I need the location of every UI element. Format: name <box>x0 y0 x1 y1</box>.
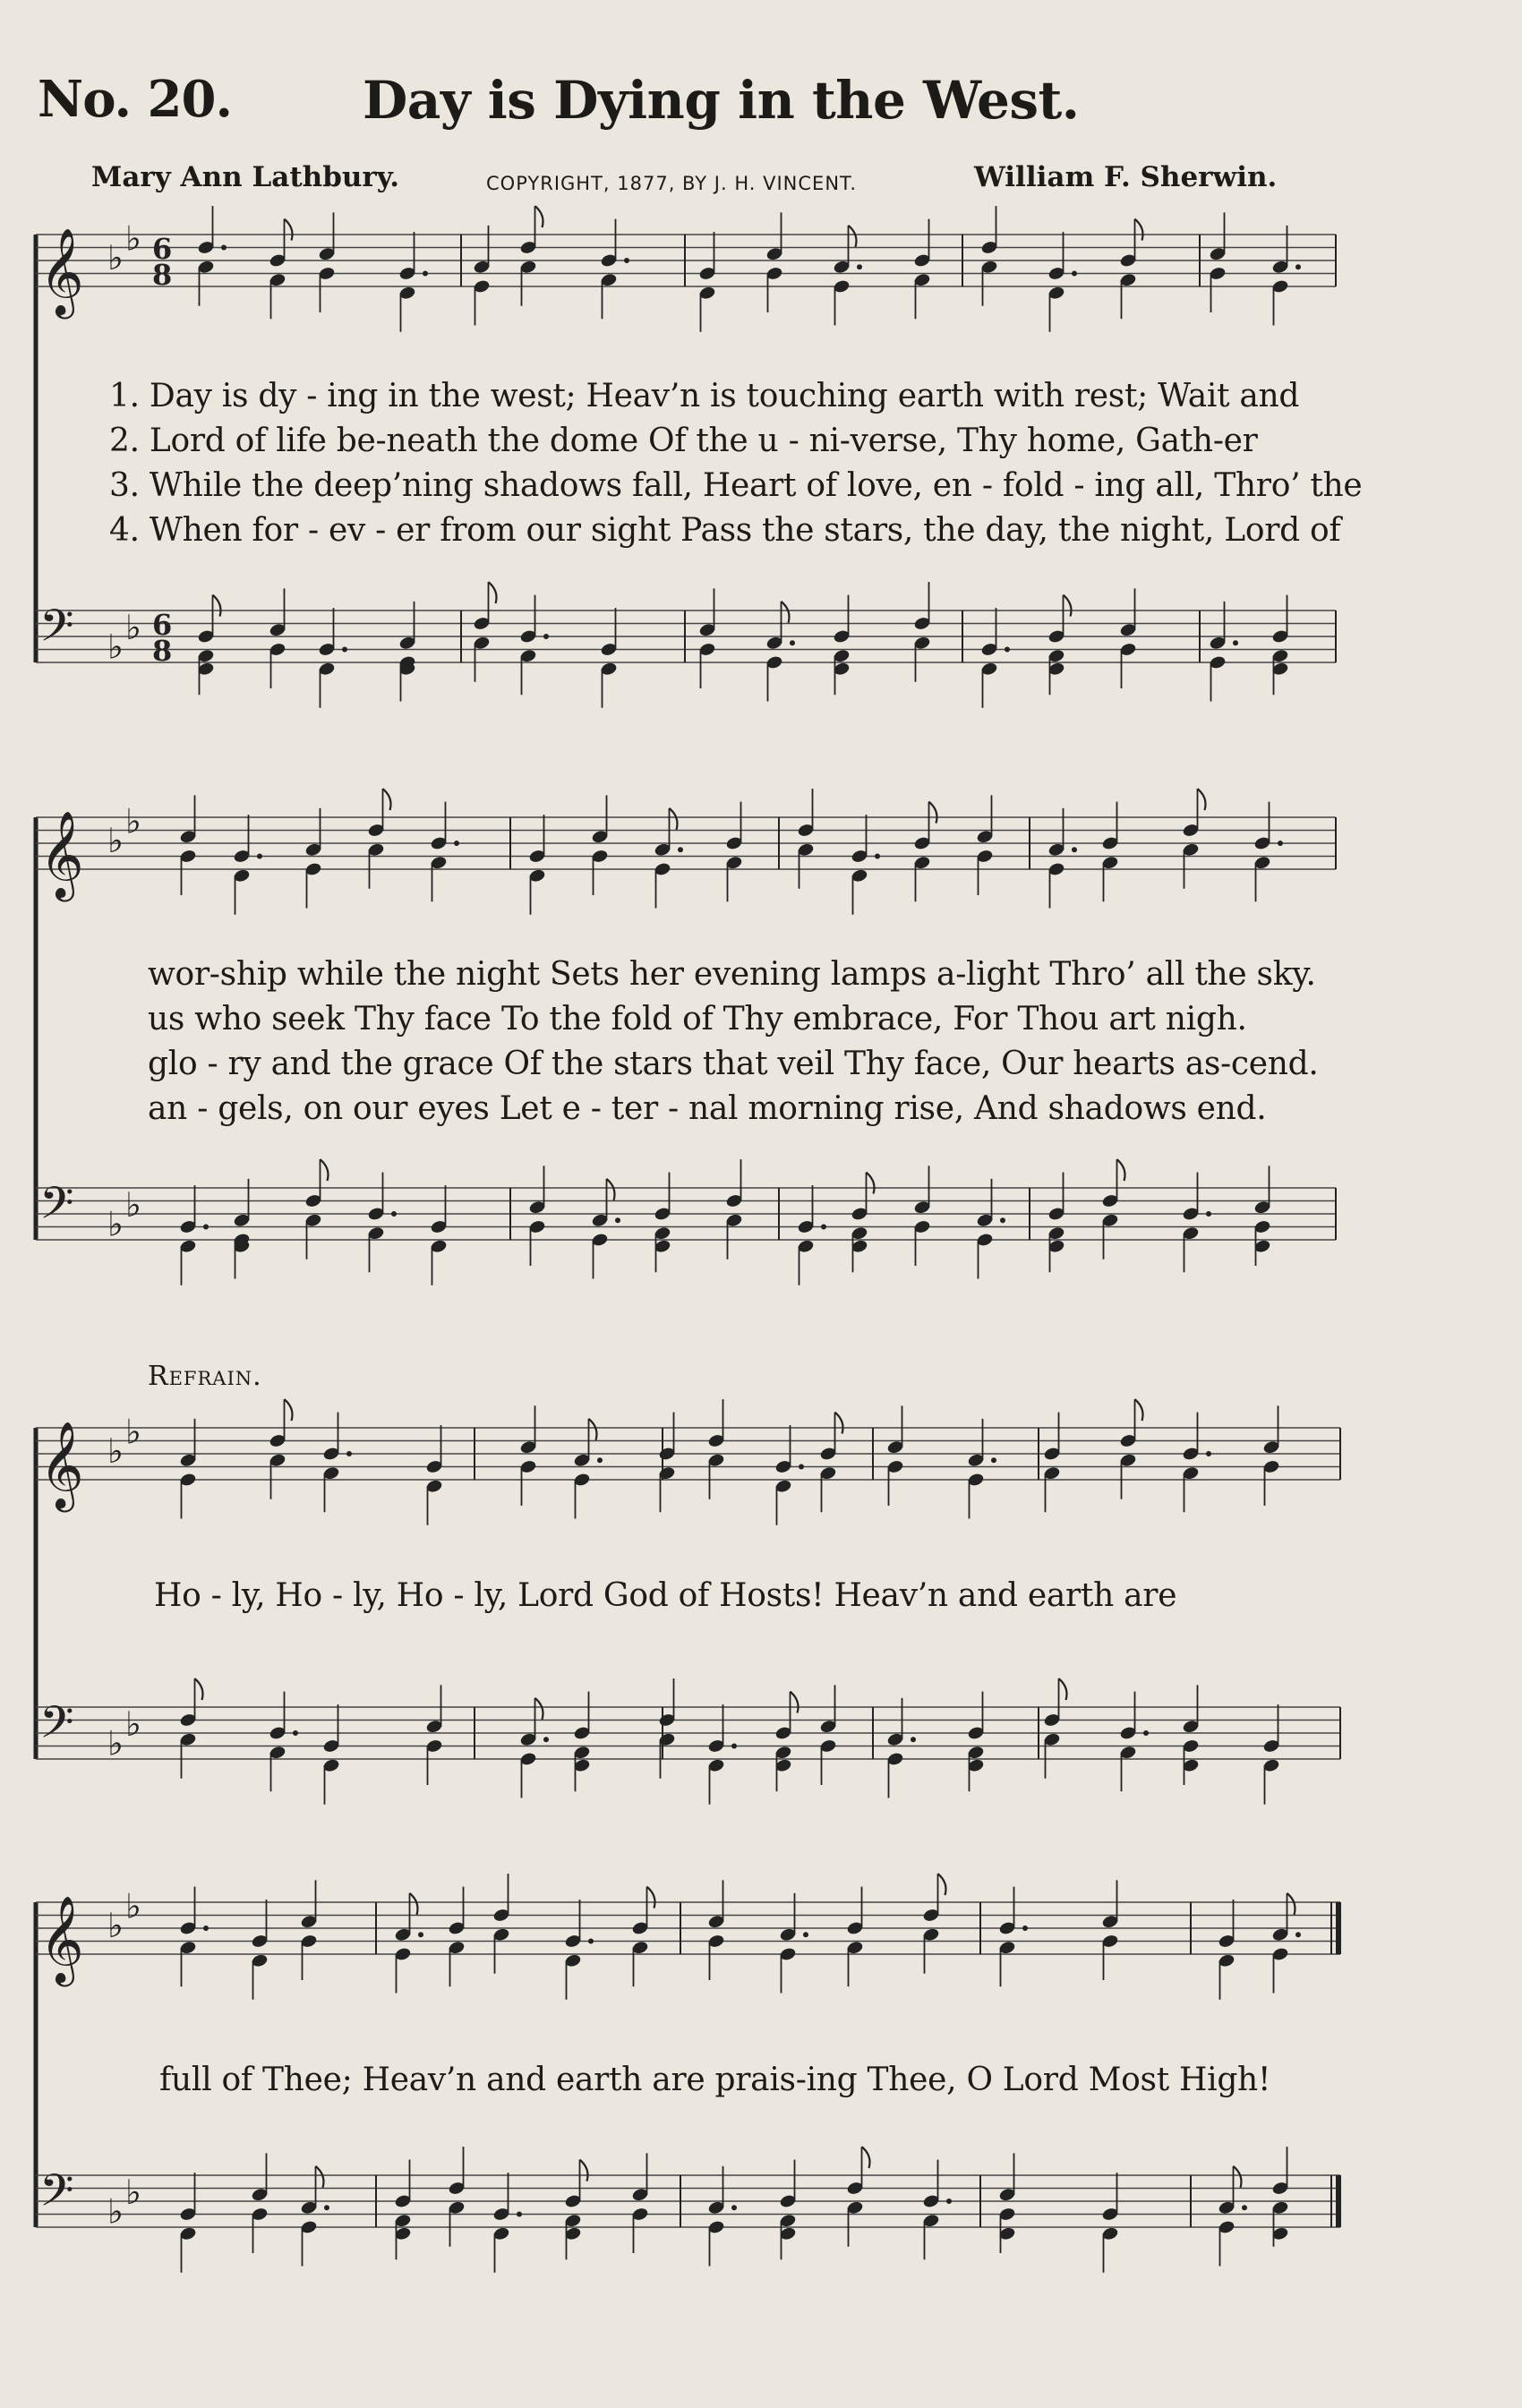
note-flag <box>791 1692 799 1713</box>
note-dot <box>203 1926 209 1931</box>
note-flag <box>1234 2166 1242 2188</box>
note-dot <box>543 634 549 639</box>
note-dot <box>1000 1217 1005 1223</box>
composer-credit: William F. Sherwin. <box>974 161 1278 193</box>
note-dot <box>875 854 880 859</box>
verse-1-line-2: wor-ship while the night Sets her evening lamps a-light Thro’ all the sky. <box>148 956 1316 993</box>
flat-icon: ♭ <box>125 1184 141 1225</box>
note-dot <box>597 1457 603 1463</box>
note-dot <box>624 258 629 263</box>
note-dot <box>257 854 262 859</box>
bass-clef-icon: 𝄢 <box>39 2165 74 2228</box>
note-dot <box>1278 841 1283 846</box>
treble-clef-icon: 𝄞 <box>39 810 84 898</box>
note-flag <box>316 2166 324 2188</box>
verse-1-line-1: 1. Day is dy - ing in the west; Heav’n is touching earth with rest; Wait and <box>109 378 1300 414</box>
flat-icon: ♭ <box>125 2172 141 2212</box>
note-dot <box>731 2205 737 2210</box>
note-dot <box>678 847 683 852</box>
flat-icon: ♭ <box>107 1723 124 1763</box>
bass-clef-icon: 𝄢 <box>39 600 74 663</box>
hymn-title: Day is Dying in the West. <box>363 70 1080 131</box>
note-dot <box>615 1217 620 1223</box>
note-dot <box>1072 271 1077 277</box>
note-flag <box>285 1399 293 1421</box>
note-dot <box>1206 1451 1211 1456</box>
verse-2-line-2: us who seek Thy face To the fold of Thy embrace, For Thou art nigh. <box>148 1001 1247 1037</box>
note-dot <box>991 1457 996 1463</box>
note-flag <box>1198 789 1206 810</box>
flat-icon: ♭ <box>125 1886 141 1926</box>
note-dot <box>1242 2205 1247 2210</box>
note-flag <box>285 219 293 241</box>
flat-icon: ♭ <box>125 1412 141 1452</box>
flat-icon: ♭ <box>107 627 124 667</box>
note-flag <box>607 1179 615 1200</box>
note-dot <box>423 271 428 277</box>
note-dot <box>346 1451 352 1456</box>
note-dot <box>391 1211 397 1217</box>
note-flag <box>535 206 543 227</box>
verse-4-line-1: 4. When for - ev - er from our sight Pass the stars, the day, the night, Lord of <box>109 512 1341 549</box>
flat-icon: ♭ <box>107 1906 124 1945</box>
time-signature-top: 6 <box>152 608 173 642</box>
note-flag <box>1117 1159 1125 1181</box>
note-flag <box>195 1678 203 1700</box>
time-signature-bottom: 8 <box>152 258 173 292</box>
note-dot <box>857 264 862 269</box>
note-dot <box>203 1225 209 1230</box>
note-flag <box>489 582 497 603</box>
note-flag <box>213 595 221 617</box>
note-dot <box>1295 1932 1301 1937</box>
note-dot <box>517 2212 522 2217</box>
note-dot <box>790 640 795 645</box>
note-flag <box>938 1874 946 1895</box>
time-signature-top: 6 <box>152 232 173 266</box>
note-dot <box>731 1744 737 1749</box>
note-dot <box>1005 647 1010 653</box>
note-dot <box>324 2205 329 2210</box>
note-dot <box>1022 1926 1028 1931</box>
refrain-line-2: full of Thee; Heav’n and earth are prais-ing Thee, O Lord Most High! <box>159 2062 1271 2098</box>
note-flag <box>670 808 678 830</box>
flat-icon: ♭ <box>107 1431 124 1471</box>
flat-icon: ♭ <box>107 821 124 860</box>
note-dot <box>454 841 459 846</box>
note-dot <box>418 1932 423 1937</box>
treble-clef-icon: 𝄞 <box>39 1421 84 1508</box>
flat-icon: ♭ <box>107 2191 124 2232</box>
bass-clef-icon: 𝄢 <box>39 1696 74 1760</box>
note-dot <box>293 1730 298 1736</box>
note-flag <box>1059 1678 1067 1700</box>
author-credit: Mary Ann Lathbury. <box>91 161 399 193</box>
flat-icon: ♭ <box>125 1704 141 1744</box>
note-dot <box>342 647 347 653</box>
flat-icon: ♭ <box>125 607 141 647</box>
note-dot <box>1295 264 1301 269</box>
copyright-notice: COPYRIGHT, 1877, BY J. H. VINCENT. <box>486 173 858 194</box>
note-dot <box>799 1464 804 1470</box>
note-flag <box>782 602 790 623</box>
note-flag <box>647 1887 655 1908</box>
note-dot <box>1233 640 1238 645</box>
note-flag <box>410 1893 418 1915</box>
flat-icon: ♭ <box>107 238 124 278</box>
note-dot <box>1143 1730 1149 1736</box>
note-dot <box>911 1737 916 1742</box>
note-dot <box>1072 847 1077 852</box>
treble-clef-icon: 𝄞 <box>39 227 84 315</box>
time-signature-bottom: 8 <box>152 634 173 668</box>
flat-icon: ♭ <box>125 218 141 259</box>
verse-3-line-2: glo - ry and the grace Of the stars that veil Thy face, Our hearts as-cend. <box>148 1046 1319 1082</box>
verse-4-line-2: an - gels, on our eyes Let e - ter - nal morning rise, And shadows end. <box>148 1090 1267 1127</box>
flat-icon: ♭ <box>125 801 141 841</box>
note-flag <box>321 1159 329 1181</box>
note-dot <box>543 1737 549 1742</box>
note-dot <box>588 1939 594 1944</box>
note-flag <box>1135 1399 1143 1421</box>
verse-3-line-1: 3. While the deep’ning shadows fall, Heart of love, en - fold - ing all, Thro’ the <box>109 467 1363 504</box>
note-dot <box>821 1225 826 1230</box>
note-flag <box>1287 1893 1295 1915</box>
note-flag <box>1135 219 1143 241</box>
verse-2-line-1: 2. Lord of life be-neath the dome Of the u - ni-verse, Thy home, Gath-er <box>109 423 1258 459</box>
note-flag <box>589 1419 597 1440</box>
note-flag <box>849 226 857 247</box>
hymn-number: No. 20. <box>38 70 232 129</box>
note-flag <box>535 1698 543 1720</box>
note-dot <box>221 245 227 251</box>
note-flag <box>867 1173 875 1194</box>
note-flag <box>835 1413 843 1434</box>
note-flag <box>1064 595 1072 617</box>
note-dot <box>803 1932 808 1937</box>
note-dot <box>946 2199 952 2204</box>
note-flag <box>580 2160 588 2182</box>
flat-icon: ♭ <box>107 1204 124 1244</box>
note-dot <box>1206 1211 1211 1217</box>
note-flag <box>929 802 937 824</box>
refrain-label: Refrain. <box>148 1361 262 1392</box>
note-flag <box>862 2147 870 2168</box>
refrain-line-1: Ho - ly, Ho - ly, Ho - ly, Lord God of Hosts! Heav’n and earth are <box>154 1577 1177 1614</box>
note-flag <box>383 789 391 810</box>
treble-clef-icon: 𝄞 <box>39 1895 84 1983</box>
bass-clef-icon: 𝄢 <box>39 1177 74 1241</box>
